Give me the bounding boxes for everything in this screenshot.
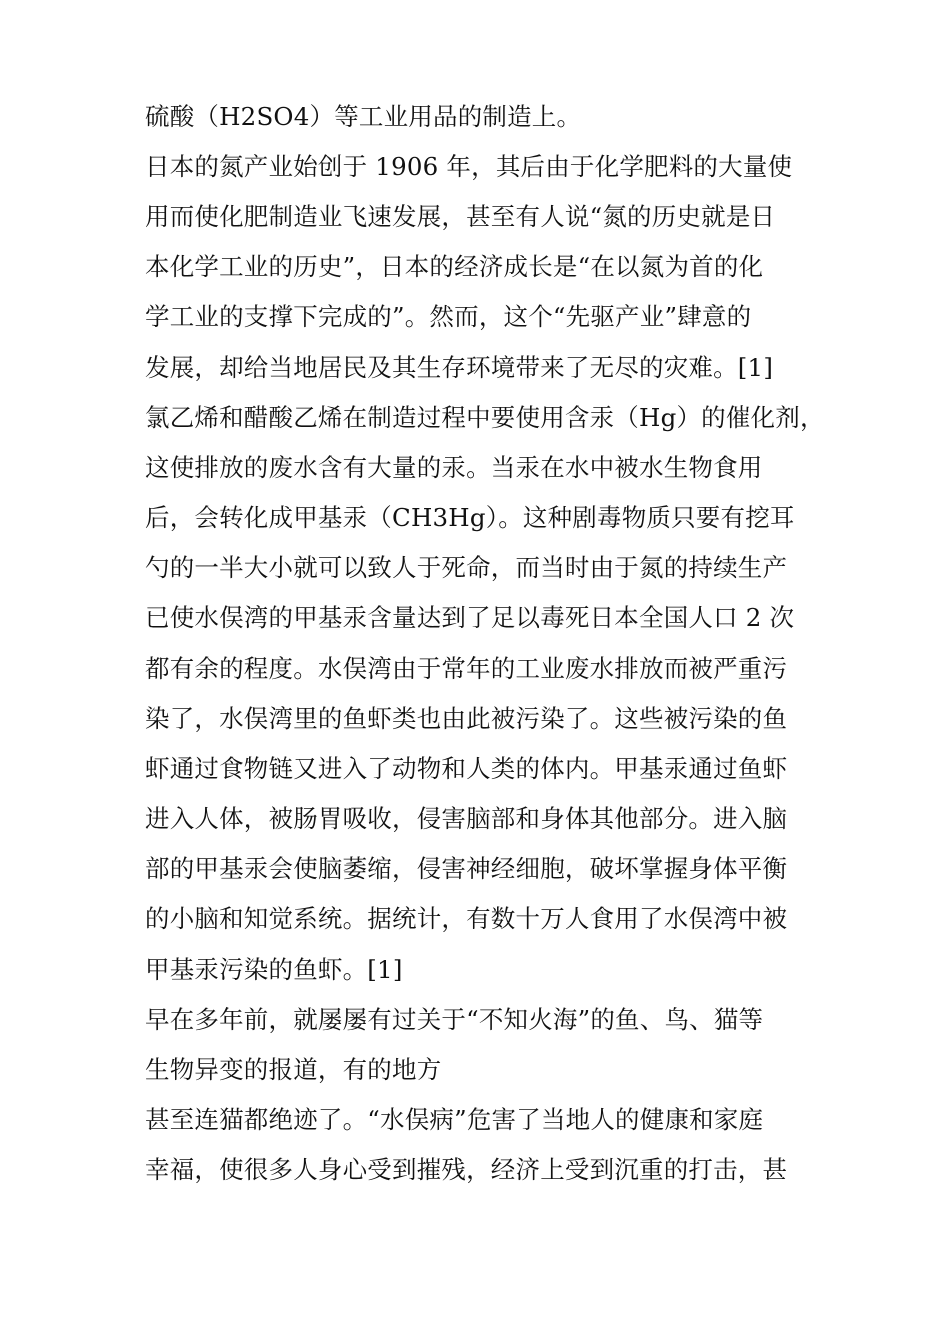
text-line-5: 学工业的支撑下完成的”。然而，这个“先驱产业”肆意的	[145, 302, 752, 331]
text-line-15: 进入人体，被肠胃吸收，侵害脑部和身体其他部分。进入脑	[145, 804, 788, 833]
text-line-1: 硫酸（H2SO4）等工业用品的制造上。	[145, 102, 582, 131]
text-line-11: 已使水俣湾的甲基汞含量达到了足以毒死日本全国人口 2 次	[145, 603, 795, 632]
text-line-8: 这使排放的废水含有大量的汞。当汞在水中被水生物食用	[145, 453, 763, 482]
text-line-16: 部的甲基汞会使脑萎缩，侵害神经细胞，破坏掌握身体平衡	[145, 854, 788, 883]
text-line-6: 发展，却给当地居民及其生存环境带来了无尽的灾难。[1]	[145, 353, 774, 382]
text-line-4: 本化学工业的历史”，日本的经济成长是“在以氮为首的化	[145, 252, 764, 281]
text-line-2: 日本的氮产业始创于 1906 年，其后由于化学肥料的大量使	[145, 152, 793, 181]
text-line-9: 后，会转化成甲基汞（CH3Hg）。这种剧毒物质只要有挖耳	[145, 503, 795, 532]
text-line-7: 氯乙烯和醋酸乙烯在制造过程中要使用含汞（Hg）的催化剂，	[145, 403, 825, 432]
text-line-20: 生物异变的报道，有的地方	[145, 1055, 442, 1084]
text-line-19: 早在多年前，就屡屡有过关于“不知火海”的鱼、鸟、猫等	[145, 1005, 764, 1034]
text-line-21: 甚至连猫都绝迹了。“水俣病”危害了当地人的健康和家庭	[145, 1105, 764, 1134]
text-line-22: 幸福，使很多人身心受到摧残，经济上受到沉重的打击，甚	[145, 1155, 788, 1184]
text-line-17: 的小脑和知觉系统。据统计，有数十万人食用了水俣湾中被	[145, 904, 788, 933]
text-line-18: 甲基汞污染的鱼虾。[1]	[145, 955, 403, 984]
text-line-3: 用而使化肥制造业飞速发展，甚至有人说“氮的历史就是日	[145, 202, 776, 231]
text-line-13: 染了，水俣湾里的鱼虾类也由此被污染了。这些被污染的鱼	[145, 704, 788, 733]
text-line-12: 都有余的程度。水俣湾由于常年的工业废水排放而被严重污	[145, 654, 788, 683]
text-line-14: 虾通过食物链又进入了动物和人类的体内。甲基汞通过鱼虾	[145, 754, 788, 783]
text-line-10: 勺的一半大小就可以致人于死命，而当时由于氮的持续生产	[145, 553, 788, 582]
